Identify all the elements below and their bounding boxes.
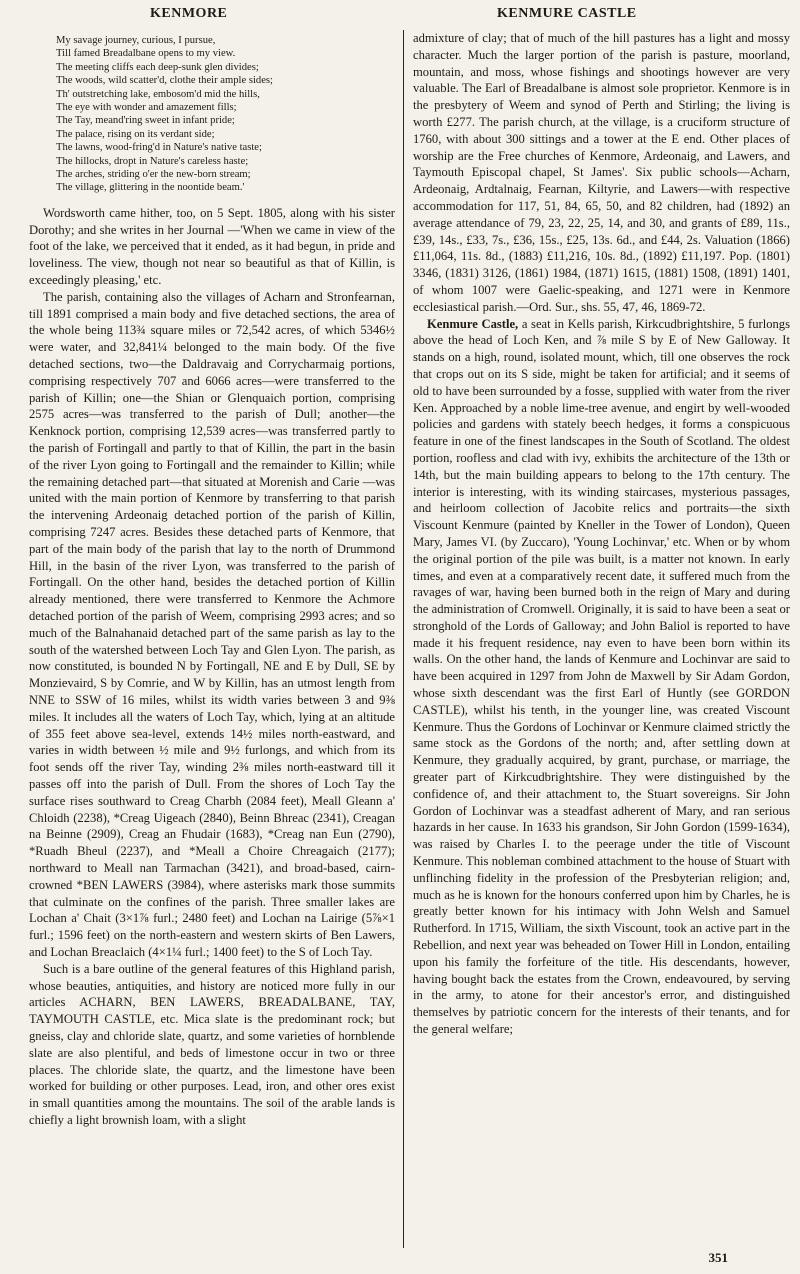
poem-line: The palace, rising on its verdant side; [56,128,215,140]
poem-line: My savage journey, curious, I pursue, [56,35,216,46]
poem-line: The arches, striding o'er the new-born stream; [56,169,251,181]
header-left: KENMORE [150,6,228,21]
poem-line: Th' outstretching lake, embosom'd mid the hills, [56,88,260,100]
poem-line: The lawns, wood-fring'd in Nature's native taste; [56,142,262,154]
running-header [0,6,800,26]
poem-line: The hillocks, dropt in Nature's careless haste; [56,155,249,167]
paragraph-parish-boundaries: The parish, containing also the villages of Acharn and Stronfearnan, till 1891 comprised a main body and five detached sections, the area of the whole being 113¾ square miles or 72,542 acres, of which 5346½ were water, and 32,841¼ belonged to the main body. Of the five detached sections, two—the Daldravaig and Corrycharmaig portions, comprising respectively 707 and 6066 acres—were transferred to the parish of Killin; one—the Shian or Glenquaich portion, comprising 2575 acres—was transferred to the parish of Dull; another—the Kenknock portion, comprising 12,539 acres—was transferred partly to the parish of Fortingall and partly to that of Killin, the part in the basin of the river Lyon going to Fortingall and the remainder to Killin; while the remaining detached part—that situated at Morenish and Carie —was united with the main portion of Kenmore by transferring to that parish the intervening Ardeonaig detached portion of the parish of Killin, comprising 7247 acres. Besides these detached parts of Kenmore, that part of the main body of the parish that lay to the north of Drummond Hill, in the basin of the river Lyon, was transferred to the parish of Fortingall. On the other hand, besides the detached portion of Killin already mentioned, there were transferred to Kenmore the Achmore detached portion of the parish of Weem, comprising 2993 acres; and so much of the Balnahanaid detached part of the same parish as lay to the south of the watershed between Loch Tay and Glen Lyon. The parish, as now constituted, is bounded N by Fortingall, NE and E by Dull, SE by Monzievaird, S by Comrie, and W by Killin, has an utmost length from NNE to SSW of 16 miles, whilst its width varies between 3 and 9⅜ miles. It includes all the waters of Loch Tay, which, lying at an altitude of 355 feet above sea-level, extends 14½ miles north-eastward, and varies in width between ½ mile and 9½ furlongs, and which from its foot sends off the river Tay, winding 2⅜ miles north-eastward till it passes off into the parish of Dull. From the shores of Loch Tay the surface rises southward to Creag Charbh (2084 feet), Meall Gleann a' Chloidh (2238), *Creag Uigeach (2840), Beinn Bhreac (2341), Creagan na Beinne (2909), Creag an Fhudair (1683), *Creag nan Eun (2790), *Ruadh Bheul (2237), and *Meall a Choire Chreagaich (2177); northward to Meall nan Tarmachan (3421), and broad-based, cairn-crowned *BEN LAWERS (3984), where asterisks mark those summits that culminate on the confines of the parish. Three smaller lakes are Lochan a' Chait (3×1⅞ furl.; 2480 feet) and Lochan na Lairige (5⅞×1 furl.; 1596 feet) on the north-eastern and western skirts of Ben Lawers, and Lochan Breaclaich (4×1¼ furl.; 1400 feet) to the S of Loch Tay. [29,289,395,959]
paragraph-geology: Such is a bare outline of the general features of this Highland parish, whose beauties, antiquities, and history are noticed more fully in our articles ACHARN, BEN LAWERS, BREADALBANE, TAY, TAYMOUTH CASTLE, etc. Mica slate is the predominant rock; but gneiss, clay and chloride slate, quartz, and some varieties of hornblende slate are also plentiful, and beds of limestone occur in two or three places. The chloride slate, the quartz, and the limestone have been worked for building or other purposes. Lead, iron, and other ores exist in small quantities among the mountains. The soil of the arable lands is chiefly a light brownish loam, with a slight [29,961,395,1127]
poem-line: Till famed Breadalbane opens to my view. [56,48,236,60]
page-number: 351 [708,1250,728,1265]
poem-line: The village, glittering in the noontide beam.' [56,182,245,194]
poem-quote [56,34,395,195]
right-column [413,30,790,1038]
column-divider [403,30,404,1248]
header-right: KENMURE CASTLE [497,6,637,21]
paragraph-parish-stats: admixture of clay; that of much of the hill pastures has a light and mossy character. Much the larger portion of the parish is pasture, moorland, mountain, and moss, whose fishings and shootings however are very valuable. The Earl of Breadalbane is almost sole proprietor. Kenmore is in the presbytery of Weem and synod of Perth and Stirling; the living is worth £277. The parish church, at the village, is a cruciform structure of 1760, with about 300 sittings and a tower at the E end. Other places of worship are the Free churches of Kenmore, Ardeonaig, and Lawers, and Taymouth Episcopal chapel, St James'. Six public schools—Acharn, Ardeonaig, Ardtalnaig, Fearnan, Kiltyrie, and Lawers—with respective accommodation for 117, 51, 84, 65, 50, and 82 children, had (1892) an average attendance of 79, 23, 22, 25, 14, and 30, and grants of £89, 11s., £39, 14s., £33, 7s., £36, 15s., £25, 13s. 6d., and £44, 2s. Valuation (1866) £11,064, 11s. 8d., (1883) £11,216, 10s. 8d., (1892) £11,197. Pop. (1801) 3346, (1831) 3126, (1861) 1984, (1871) 1615, (1881) 1508, (1891) 1401, of whom 1007 were Gaelic-speaking, and 1271 were in Kenmore ecclesiastical parish.—Ord. Sur., shs. 55, 47, 46, 1869-72. [413,31,790,314]
poem-line: The eye with wonder and amazement fills; [56,102,237,114]
paragraph-wordsworth: Wordsworth came hither, too, on 5 Sept. 1805, along with his sister Dorothy; and she writes in her Journal —'When we came in view of the foot of the lake, we perceived that it ended, as it had begun, in pride and loveliness. The view, though not near so beautiful as that of Killin, is exceedingly pleasing,' etc. [29,205,395,288]
entry-kenmure-castle [413,316,790,1038]
entry-body: a seat in Kells parish, Kirkcudbrightshire, 5 furlongs above the head of Loch Ken, and ⅞ mile S by E of New Galloway. It stands on a high, round, isolated mount, which, till one observes the rock that crops out on its S side, might be taken for artificial; and it seems of old to have been surrounded by a fosse, supplied with water from the river Ken. Approached by a noble lime-tree avenue, and engirt by well-wooded policies and gardens with stately beech hedges, it forms a conspicuous feature in one of the finest landscapes in the South of Scotland. The oldest portion, roofless and clad with ivy, exhibits the architecture of the 13th or 14th, but the main building appears to belong to the 17th century. The interior is interesting, with its winding staircases, mysterious passages, and heirloom collection of Jacobite relics and portraits—the sixth Viscount Kenmure (painted by Kneller in the Tower of London), Queen Mary, James VI. (by Zuccaro), 'Young Lochinvar,' etc. When or by whom the original portion of the pile was built, is a matter not known. In early times, and even at a comparatively recent date, it suffered much from the ravages of war, having been burned both in the reign of Mary and during the administration of Cromwell. Originally, it is said to have been a seat or stronghold of the Lords of Galloway; and John Baliol is reported to have made it his frequent residence, nay even to have been born within its walls. On the other hand, the lands of Kenmure and Lochinvar are said to have been acquired in 1297 from John de Maxwell by Sir Adam Gordon, whose sixth descendant was the first Earl of Huntly (see GORDON CASTLE), whilst his tenth, in the younger line, was created Viscount Kenmure. Thus the Gordons of Lochinvar or Kenmure claimed strictly the same stock as the Gordons of the north; and, after settling down at Kenmure, they gradually acquired, by grant, purchase, or marriage, the greater part of Kirkcudbrightshire. They were distinguished by the confidence of, and their attachment to, the Stuart sovereigns. Sir John Gordon of Lochinvar was a steadfast adherent of Mary, and ran serious hazards in her cause. In 1633 his grandson, Sir John Gordon (1599-1634), was raised by Charles I. to the peerage under the title of Viscount Kenmure. This nobleman combined attachment to the house of Stuart with unflinching fidelity in the profession of the Presbyterian religion; and, much as he is known for the honours conferred upon him by Charles, he is greatly better known for his intimacy with John Welsh and Samuel Rutherford. In 1715, William, the sixth Viscount, took an active part in the Rebellion, and next year was beheaded on Tower Hill in London, entailing upon his family the forfeiture of the title. His descendants, however, having bought back the estates from the Crown, endeavoured, by serving in the army, to atone for their ancestor's error, and distinguished themselves by patriotic concern for the interests of their tenants, and for the general welfare; [413,316,790,1037]
entry-headword: Kenmure Castle, [427,316,519,331]
left-column [29,30,395,1129]
poem-line: The Tay, meand'ring sweet in infant pride; [56,115,235,127]
poem-line: The meeting cliffs each deep-sunk glen divides; [56,61,259,73]
poem-line: The woods, wild scatter'd, clothe their ample sides; [56,75,273,87]
